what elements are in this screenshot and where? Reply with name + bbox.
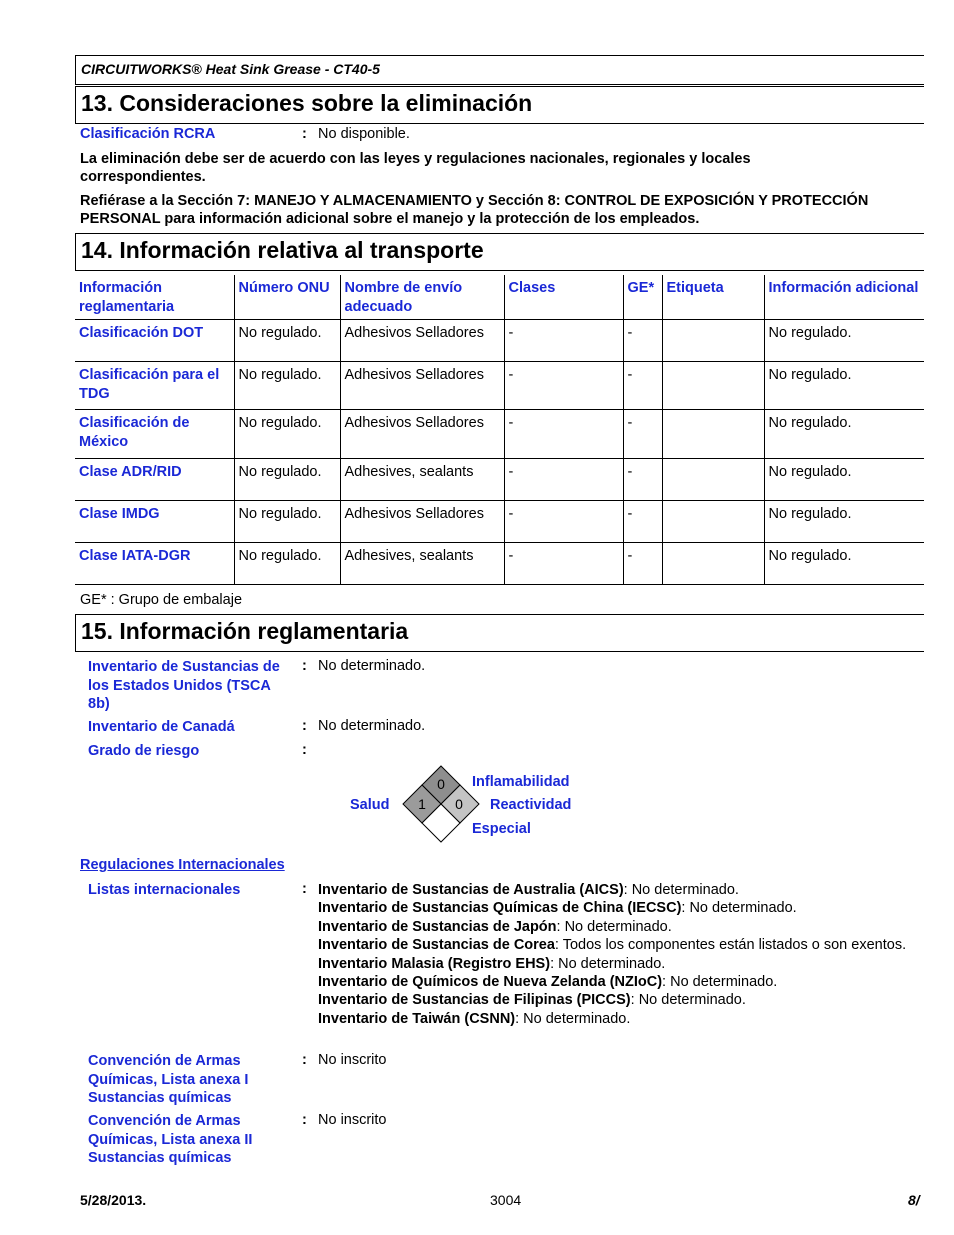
health-value: 1 [418,796,426,812]
table-cell: Adhesivos Selladores [340,410,504,459]
table-cell [662,410,764,459]
table-cell: No regulado. [764,410,924,459]
table-cell: - [504,501,623,543]
table-row [75,501,924,543]
row-label: Clase IATA-DGR [75,543,234,585]
list-item: Inventario Malasia (Registro EHS): No determinado. [318,955,666,972]
table-cell: No regulado. [234,459,340,501]
table-cell: No regulado. [234,501,340,543]
table-cell: Adhesivos Selladores [340,362,504,410]
section-13-title: 13. Consideraciones sobre la eliminación [75,86,924,124]
product-title: CIRCUITWORKS® Heat Sink Grease - CT40-5 [75,55,924,85]
transport-table [75,275,924,585]
table-cell: - [504,410,623,459]
table-cell: Adhesives, sealants [340,543,504,585]
cwc-schedule-1-value: No inscrito [318,1052,387,1068]
table-cell [662,362,764,410]
list-item: Inventario de Sustancias de Australia (AICS): No determinado. [318,882,739,898]
table-cell [662,543,764,585]
rcra-colon: : [302,126,307,142]
cwc-schedule-2-colon: : [302,1112,307,1128]
table-row [75,410,924,459]
row-label: Clase IMDG [75,501,234,543]
table-row [75,320,924,362]
section-15-title: 15. Información reglamentaria [75,614,924,652]
canada-value: No determinado. [318,718,426,734]
header-un-number: Número ONU [234,275,340,320]
packing-group-footnote: GE* : Grupo de embalaje [80,592,243,608]
table-cell: Adhesivos Selladores [340,501,504,543]
section-14-title: 14. Información relativa al transporte [75,233,924,271]
flammability-value: 0 [437,776,445,792]
list-item: Inventario de Taiwán (CSNN): No determinado. [318,1010,631,1027]
table-cell: - [623,410,662,459]
table-cell: - [623,501,662,543]
international-lists [318,881,908,1028]
table-cell: - [504,459,623,501]
tsca-label: Inventario de Sustancias de los Estados Unidos (TSCA 8b) [88,659,280,712]
cwc-schedule-2-label: Convención de Armas Químicas, Lista anexa II Sustancias químicas [88,1113,253,1166]
hazard-diamond [400,764,482,844]
disposal-paragraph: La eliminación debe ser de acuerdo con las leyes y regulaciones nacionales, regionales y locales correspondientes. [80,151,751,185]
table-header-row [75,275,924,320]
table-cell: Adhesives, sealants [340,459,504,501]
cwc-schedule-1-label: Convención de Armas Químicas, Lista anexa I Sustancias químicas [88,1053,249,1106]
diamond-health-label: Salud [350,797,390,813]
table-cell: No regulado. [764,501,924,543]
footer-code: 3004 [490,1192,522,1208]
table-cell: No regulado. [234,543,340,585]
rcra-label: Clasificación RCRA [80,126,216,142]
list-item: Inventario de Sustancias de Filipinas (PICCS): No determinado. [318,992,746,1009]
international-lists-colon: : [302,881,307,897]
rcra-value: No disponible. [318,126,410,142]
table-cell: No regulado. [764,320,924,362]
tsca-colon: : [302,658,307,674]
table-cell: No regulado. [764,459,924,501]
table-cell: - [504,320,623,362]
diamond-special-label: Especial [472,821,531,837]
table-cell: Adhesivos Selladores [340,320,504,362]
row-label: Clasificación DOT [75,320,234,362]
hazard-rating-label: Grado de riesgo [88,743,200,759]
table-row [75,362,924,410]
header-packing-group: GE* [623,275,662,320]
tsca-value: No determinado. [318,658,426,674]
row-label: Clase ADR/RID [75,459,234,501]
list-item: Inventario de Sustancias de Corea: Todos los componentes están listados o son exentos. [318,937,907,954]
table-cell: - [623,320,662,362]
footer-date: 5/28/2013. [80,1192,147,1208]
header-additional-info: Información adicional [764,275,924,320]
cwc-schedule-2-value: No inscrito [318,1112,387,1128]
table-cell: - [504,543,623,585]
table-cell: No regulado. [764,543,924,585]
table-cell: - [623,543,662,585]
hazard-colon: : [302,742,307,758]
canada-colon: : [302,718,307,734]
row-label: Clasificación para el TDG [75,362,234,410]
diamond-flammability-label: Inflamabilidad [472,774,570,790]
table-cell [662,459,764,501]
table-cell [662,501,764,543]
table-cell [662,320,764,362]
header-shipping-name: Nombre de envío adecuado [340,275,504,320]
table-cell: - [504,362,623,410]
list-item: Inventario de Sustancias de Japón: No determinado. [318,918,672,935]
header-classes: Clases [504,275,623,320]
table-cell: No regulado. [234,362,340,410]
table-cell: No regulado. [764,362,924,410]
international-lists-label: Listas internacionales [88,882,241,898]
list-item: Inventario de Químicos de Nueva Zelanda (NZIoC): No determinado. [318,974,778,991]
footer-page-number: 8/ [908,1192,920,1208]
cwc-schedule-1-colon: : [302,1052,307,1068]
header-info: Información reglamentaria [75,275,234,320]
table-row [75,543,924,585]
canada-label: Inventario de Canadá [88,719,235,735]
header-label: Etiqueta [662,275,764,320]
international-regulations-heading: Regulaciones Internacionales [80,857,285,873]
table-cell: No regulado. [234,320,340,362]
table-row [75,459,924,501]
table-cell: No regulado. [234,410,340,459]
diamond-reactivity-label: Reactividad [490,797,572,813]
reference-paragraph: Refiérase a la Sección 7: MANEJO Y ALMACENAMIENTO y Sección 8: CONTROL DE EXPOSICIÓN Y PROTECCIÓN PERSONAL para información adicional sobre el manejo y la protección de los empleados. [80,193,869,227]
reactivity-value: 0 [455,796,463,812]
row-label: Clasificación de México [75,410,234,459]
list-item: Inventario de Sustancias Químicas de China (IECSC): No determinado. [318,900,797,917]
table-cell: - [623,362,662,410]
table-cell: - [623,459,662,501]
